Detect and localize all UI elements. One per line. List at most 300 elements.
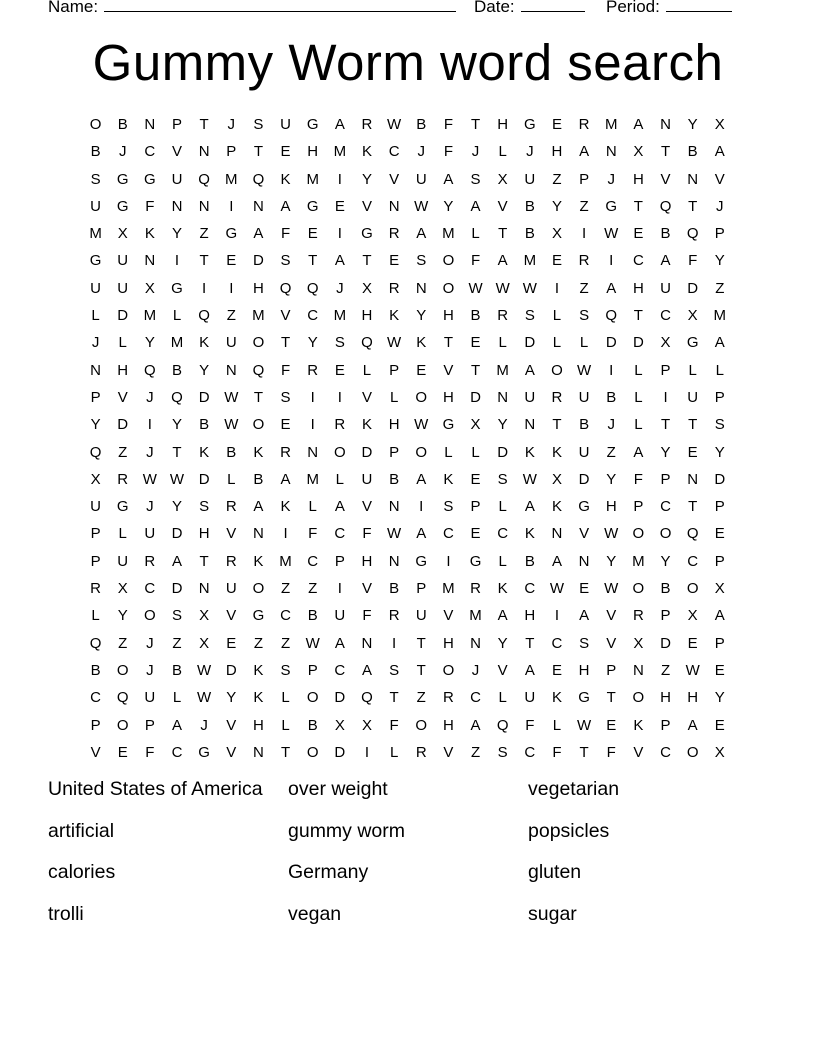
grid-letter[interactable]: U bbox=[280, 116, 291, 133]
grid-letter[interactable]: J bbox=[336, 279, 344, 297]
grid-letter[interactable]: N bbox=[551, 525, 563, 543]
grid-letter[interactable]: I bbox=[337, 170, 342, 188]
grid-letter[interactable]: W bbox=[197, 689, 212, 707]
grid-letter[interactable]: R bbox=[551, 388, 563, 406]
grid-letter[interactable]: O bbox=[116, 661, 129, 679]
grid-letter[interactable]: A bbox=[497, 607, 508, 625]
grid-letter[interactable]: E bbox=[687, 443, 698, 461]
grid-letter[interactable]: A bbox=[334, 634, 345, 652]
grid-letter[interactable]: H bbox=[442, 307, 454, 325]
grid-letter[interactable]: F bbox=[606, 743, 616, 761]
grid-letter[interactable]: A bbox=[443, 170, 454, 188]
grid-letter[interactable]: E bbox=[280, 143, 291, 161]
grid-letter[interactable]: E bbox=[226, 252, 237, 270]
grid-letter[interactable]: Y bbox=[144, 334, 155, 352]
grid-letter[interactable]: J bbox=[471, 143, 480, 161]
grid-letter[interactable]: B bbox=[90, 143, 101, 161]
grid-letter[interactable]: X bbox=[199, 634, 210, 652]
grid-letter[interactable]: I bbox=[337, 580, 342, 598]
grid-letter[interactable]: G bbox=[89, 252, 102, 270]
grid-letter[interactable]: E bbox=[687, 634, 698, 652]
grid-letter[interactable]: S bbox=[524, 307, 535, 325]
grid-letter[interactable]: N bbox=[307, 443, 319, 461]
grid-letter[interactable]: H bbox=[117, 361, 129, 379]
grid-letter[interactable]: G bbox=[578, 498, 590, 516]
grid-letter[interactable]: T bbox=[498, 225, 508, 243]
grid-letter[interactable]: V bbox=[171, 143, 182, 161]
grid-letter[interactable]: M bbox=[333, 143, 347, 161]
grid-letter[interactable]: V bbox=[361, 388, 372, 406]
grid-letter[interactable]: N bbox=[497, 388, 509, 406]
grid-letter[interactable]: L bbox=[498, 689, 507, 707]
grid-letter[interactable]: W bbox=[577, 361, 592, 379]
grid-letter[interactable]: F bbox=[308, 525, 318, 543]
grid-letter[interactable]: C bbox=[442, 525, 454, 543]
grid-letter[interactable]: O bbox=[442, 661, 455, 679]
grid-letter[interactable]: V bbox=[226, 525, 237, 543]
grid-letter[interactable]: N bbox=[388, 552, 400, 570]
grid-letter[interactable]: K bbox=[199, 334, 210, 352]
grid-letter[interactable]: B bbox=[524, 552, 535, 570]
grid-letter[interactable]: G bbox=[469, 552, 482, 570]
grid-letter[interactable]: E bbox=[579, 580, 590, 598]
grid-letter[interactable]: K bbox=[497, 580, 508, 598]
grid-letter[interactable]: P bbox=[660, 716, 671, 734]
grid-letter[interactable]: K bbox=[551, 689, 562, 707]
grid-letter[interactable]: Y bbox=[90, 416, 101, 434]
grid-letter[interactable]: B bbox=[117, 116, 128, 133]
grid-letter[interactable]: C bbox=[171, 743, 183, 761]
grid-letter[interactable]: B bbox=[199, 416, 210, 434]
grid-letter[interactable]: I bbox=[310, 388, 315, 406]
grid-letter[interactable]: Z bbox=[416, 689, 426, 707]
grid-letter[interactable]: C bbox=[307, 307, 319, 325]
grid-letter[interactable]: Y bbox=[171, 416, 182, 434]
grid-letter[interactable]: N bbox=[687, 470, 699, 488]
grid-letter[interactable]: G bbox=[144, 170, 156, 188]
grid-letter[interactable]: A bbox=[253, 498, 264, 516]
grid-letter[interactable]: T bbox=[688, 416, 698, 434]
grid-letter[interactable]: R bbox=[578, 116, 590, 133]
grid-letter[interactable]: X bbox=[90, 470, 101, 488]
grid-letter[interactable]: I bbox=[229, 279, 234, 297]
grid-letter[interactable]: T bbox=[470, 361, 481, 379]
grid-letter[interactable]: C bbox=[551, 634, 563, 652]
grid-letter[interactable]: A bbox=[334, 116, 345, 133]
grid-letter[interactable]: K bbox=[253, 661, 264, 679]
grid-letter[interactable]: L bbox=[634, 361, 643, 379]
grid-letter[interactable]: A bbox=[633, 116, 644, 133]
grid-letter[interactable]: B bbox=[660, 225, 671, 243]
grid-letter[interactable]: P bbox=[714, 552, 725, 570]
grid-letter[interactable]: T bbox=[280, 334, 291, 352]
grid-letter[interactable]: F bbox=[280, 225, 291, 243]
grid-letter[interactable]: N bbox=[388, 197, 400, 215]
grid-letter[interactable]: C bbox=[388, 143, 400, 161]
grid-letter[interactable]: N bbox=[660, 116, 671, 133]
grid-letter[interactable]: O bbox=[551, 361, 563, 379]
grid-letter[interactable]: H bbox=[442, 634, 454, 652]
grid-letter[interactable]: G bbox=[605, 197, 618, 215]
grid-letter[interactable]: L bbox=[308, 498, 317, 516]
grid-letter[interactable]: W bbox=[224, 388, 239, 406]
grid-letter[interactable]: A bbox=[416, 470, 427, 488]
grid-letter[interactable]: B bbox=[307, 607, 318, 625]
grid-letter[interactable]: D bbox=[225, 661, 237, 679]
grid-letter[interactable]: U bbox=[415, 607, 427, 625]
grid-letter[interactable]: X bbox=[497, 170, 508, 188]
grid-letter[interactable]: U bbox=[225, 334, 237, 352]
grid-letter[interactable]: P bbox=[714, 388, 725, 406]
grid-letter[interactable]: U bbox=[171, 170, 183, 188]
grid-letter[interactable]: H bbox=[524, 607, 536, 625]
grid-letter[interactable]: X bbox=[633, 634, 644, 652]
grid-letter[interactable]: X bbox=[334, 716, 345, 734]
grid-letter[interactable]: T bbox=[389, 689, 399, 707]
grid-letter[interactable]: V bbox=[579, 525, 590, 543]
grid-letter[interactable]: E bbox=[307, 225, 318, 243]
grid-letter[interactable]: U bbox=[660, 279, 671, 297]
grid-letter[interactable]: W bbox=[387, 334, 402, 352]
grid-letter[interactable]: U bbox=[415, 170, 427, 188]
grid-letter[interactable]: N bbox=[388, 498, 400, 516]
grid-letter[interactable]: I bbox=[582, 225, 587, 243]
grid-letter[interactable]: F bbox=[525, 716, 535, 734]
grid-letter[interactable]: R bbox=[470, 580, 481, 598]
grid-letter[interactable]: J bbox=[526, 143, 534, 161]
grid-letter[interactable]: X bbox=[361, 716, 372, 734]
grid-letter[interactable]: Q bbox=[198, 307, 210, 325]
grid-letter[interactable]: Y bbox=[660, 443, 671, 461]
grid-letter[interactable]: Y bbox=[687, 116, 698, 133]
grid-letter[interactable]: W bbox=[685, 661, 700, 679]
grid-letter[interactable]: E bbox=[606, 716, 617, 734]
grid-letter[interactable]: N bbox=[198, 580, 210, 598]
grid-letter[interactable]: N bbox=[605, 143, 617, 161]
grid-letter[interactable]: F bbox=[145, 743, 155, 761]
grid-letter[interactable]: R bbox=[225, 498, 237, 516]
grid-letter[interactable]: K bbox=[389, 307, 400, 325]
grid-letter[interactable]: V bbox=[361, 580, 372, 598]
grid-letter[interactable]: D bbox=[117, 416, 129, 434]
grid-letter[interactable]: A bbox=[524, 498, 535, 516]
grid-letter[interactable]: E bbox=[714, 716, 725, 734]
grid-letter[interactable]: L bbox=[172, 307, 182, 325]
grid-letter[interactable]: P bbox=[144, 716, 155, 734]
grid-letter[interactable]: V bbox=[280, 307, 291, 325]
grid-letter[interactable]: M bbox=[469, 607, 482, 625]
grid-letter[interactable]: Q bbox=[198, 170, 210, 188]
grid-letter[interactable]: L bbox=[552, 334, 562, 352]
grid-letter[interactable]: P bbox=[470, 498, 481, 516]
grid-letter[interactable]: X bbox=[714, 743, 725, 761]
grid-letter[interactable]: Q bbox=[279, 279, 292, 297]
grid-letter[interactable]: T bbox=[470, 116, 481, 133]
grid-letter[interactable]: P bbox=[389, 443, 400, 461]
grid-letter[interactable]: D bbox=[171, 580, 183, 598]
grid-letter[interactable]: C bbox=[334, 525, 346, 543]
grid-letter[interactable]: D bbox=[714, 470, 726, 488]
grid-letter[interactable]: Y bbox=[171, 225, 182, 243]
grid-letter[interactable]: T bbox=[199, 252, 209, 270]
grid-letter[interactable]: Z bbox=[280, 634, 291, 652]
grid-letter[interactable]: J bbox=[227, 116, 236, 133]
grid-letter[interactable]: I bbox=[310, 416, 315, 434]
grid-letter[interactable]: H bbox=[632, 279, 644, 297]
grid-letter[interactable]: K bbox=[524, 525, 535, 543]
grid-letter[interactable]: P bbox=[90, 716, 101, 734]
grid-letter[interactable]: A bbox=[660, 252, 671, 270]
grid-letter[interactable]: M bbox=[496, 361, 509, 379]
grid-letter[interactable]: T bbox=[253, 143, 263, 161]
grid-letter[interactable]: K bbox=[443, 470, 454, 488]
grid-letter[interactable]: Y bbox=[117, 607, 128, 625]
grid-letter[interactable]: A bbox=[687, 716, 698, 734]
grid-letter[interactable]: I bbox=[229, 197, 234, 215]
grid-letter[interactable]: G bbox=[361, 225, 373, 243]
grid-letter[interactable]: Y bbox=[416, 307, 427, 325]
grid-letter[interactable]: V bbox=[443, 607, 454, 625]
grid-letter[interactable]: O bbox=[144, 607, 156, 625]
grid-letter[interactable]: E bbox=[334, 197, 345, 215]
grid-letter[interactable]: D bbox=[660, 634, 671, 652]
grid-letter[interactable]: F bbox=[362, 525, 372, 543]
grid-letter[interactable]: X bbox=[117, 225, 128, 243]
grid-letter[interactable]: N bbox=[171, 197, 183, 215]
grid-letter[interactable]: I bbox=[364, 743, 370, 761]
grid-letter[interactable]: L bbox=[634, 388, 643, 406]
grid-letter[interactable]: S bbox=[199, 498, 210, 516]
grid-letter[interactable]: J bbox=[91, 334, 100, 352]
grid-letter[interactable]: Q bbox=[252, 361, 265, 379]
grid-letter[interactable]: H bbox=[551, 143, 563, 161]
grid-letter[interactable]: O bbox=[659, 525, 672, 543]
grid-letter[interactable]: H bbox=[252, 279, 264, 297]
grid-letter[interactable]: H bbox=[361, 552, 373, 570]
grid-letter[interactable]: H bbox=[252, 716, 264, 734]
grid-letter[interactable]: J bbox=[146, 443, 154, 461]
grid-letter[interactable]: C bbox=[90, 689, 101, 707]
grid-letter[interactable]: Q bbox=[89, 443, 102, 461]
grid-letter[interactable]: X bbox=[660, 334, 671, 352]
grid-letter[interactable]: E bbox=[470, 470, 481, 488]
grid-letter[interactable]: U bbox=[578, 443, 590, 461]
grid-letter[interactable]: V bbox=[497, 661, 508, 679]
grid-letter[interactable]: U bbox=[144, 525, 156, 543]
grid-letter[interactable]: F bbox=[633, 470, 643, 488]
grid-letter[interactable]: S bbox=[579, 634, 590, 652]
grid-letter[interactable]: D bbox=[252, 252, 264, 270]
grid-letter[interactable]: X bbox=[361, 279, 372, 297]
grid-letter[interactable]: Q bbox=[144, 361, 156, 379]
grid-letter[interactable]: R bbox=[117, 470, 129, 488]
grid-letter[interactable]: K bbox=[361, 416, 372, 434]
grid-letter[interactable]: Z bbox=[199, 225, 209, 243]
grid-letter[interactable]: A bbox=[334, 252, 345, 270]
grid-letter[interactable]: G bbox=[306, 197, 319, 215]
grid-letter[interactable]: E bbox=[714, 661, 725, 679]
grid-letter[interactable]: Q bbox=[116, 689, 129, 707]
grid-letter[interactable]: U bbox=[144, 689, 156, 707]
grid-letter[interactable]: R bbox=[225, 552, 237, 570]
grid-letter[interactable]: N bbox=[198, 197, 210, 215]
grid-letter[interactable]: P bbox=[579, 170, 590, 188]
grid-letter[interactable]: L bbox=[471, 225, 480, 243]
grid-letter[interactable]: Y bbox=[226, 689, 237, 707]
grid-letter[interactable]: Z bbox=[226, 307, 236, 325]
grid-letter[interactable]: G bbox=[442, 416, 455, 434]
grid-letter[interactable]: L bbox=[498, 498, 507, 516]
grid-letter[interactable]: R bbox=[307, 361, 319, 379]
grid-letter[interactable]: U bbox=[225, 580, 237, 598]
grid-letter[interactable]: L bbox=[389, 388, 399, 406]
grid-letter[interactable]: O bbox=[89, 116, 102, 133]
grid-letter[interactable]: C bbox=[660, 307, 671, 325]
grid-letter[interactable]: N bbox=[632, 661, 644, 679]
grid-letter[interactable]: Q bbox=[171, 388, 183, 406]
grid-letter[interactable]: W bbox=[305, 634, 320, 652]
grid-letter[interactable]: I bbox=[174, 252, 180, 270]
grid-letter[interactable]: U bbox=[117, 252, 129, 270]
grid-letter[interactable]: N bbox=[144, 252, 156, 270]
grid-letter[interactable]: I bbox=[663, 388, 668, 406]
grid-letter[interactable]: M bbox=[713, 307, 727, 325]
grid-letter[interactable]: M bbox=[306, 470, 319, 488]
grid-letter[interactable]: C bbox=[334, 661, 346, 679]
grid-letter[interactable]: P bbox=[714, 634, 725, 652]
grid-letter[interactable]: U bbox=[687, 388, 699, 406]
grid-letter[interactable]: Y bbox=[660, 552, 671, 570]
grid-letter[interactable]: B bbox=[524, 197, 535, 215]
grid-letter[interactable]: C bbox=[524, 580, 536, 598]
grid-letter[interactable]: X bbox=[714, 116, 725, 133]
grid-letter[interactable]: Z bbox=[552, 170, 562, 188]
grid-letter[interactable]: E bbox=[633, 225, 644, 243]
grid-letter[interactable]: Z bbox=[308, 580, 318, 598]
grid-letter[interactable]: S bbox=[280, 661, 291, 679]
grid-letter[interactable]: V bbox=[714, 170, 725, 188]
grid-letter[interactable]: O bbox=[442, 279, 455, 297]
grid-letter[interactable]: H bbox=[660, 689, 671, 707]
grid-letter[interactable]: T bbox=[199, 116, 209, 133]
grid-letter[interactable]: O bbox=[415, 388, 428, 406]
grid-letter[interactable]: D bbox=[171, 525, 183, 543]
grid-letter[interactable]: D bbox=[117, 307, 129, 325]
grid-letter[interactable]: C bbox=[470, 689, 481, 707]
grid-letter[interactable]: P bbox=[714, 498, 725, 516]
grid-letter[interactable]: A bbox=[416, 525, 427, 543]
grid-letter[interactable]: D bbox=[524, 334, 536, 352]
grid-letter[interactable]: Y bbox=[361, 170, 372, 188]
grid-letter[interactable]: P bbox=[334, 552, 345, 570]
grid-letter[interactable]: T bbox=[362, 252, 372, 270]
grid-letter[interactable]: I bbox=[147, 416, 152, 434]
grid-letter[interactable]: H bbox=[578, 661, 590, 679]
grid-letter[interactable]: P bbox=[714, 225, 725, 243]
grid-letter[interactable]: I bbox=[554, 607, 560, 625]
grid-letter[interactable]: T bbox=[416, 661, 426, 679]
grid-letter[interactable]: O bbox=[415, 443, 428, 461]
grid-letter[interactable]: M bbox=[225, 170, 238, 188]
grid-letter[interactable]: T bbox=[606, 689, 616, 707]
grid-letter[interactable]: Z bbox=[579, 197, 589, 215]
grid-letter[interactable]: H bbox=[307, 143, 319, 161]
grid-letter[interactable]: Z bbox=[253, 634, 263, 652]
grid-letter[interactable]: U bbox=[334, 607, 346, 625]
grid-letter[interactable]: O bbox=[252, 580, 265, 598]
grid-letter[interactable]: R bbox=[578, 252, 590, 270]
grid-letter[interactable]: P bbox=[606, 661, 617, 679]
grid-letter[interactable]: W bbox=[197, 661, 212, 679]
grid-letter[interactable]: P bbox=[389, 361, 400, 379]
grid-letter[interactable]: H bbox=[361, 307, 373, 325]
grid-letter[interactable]: A bbox=[280, 470, 291, 488]
grid-letter[interactable]: V bbox=[660, 170, 671, 188]
grid-letter[interactable]: R bbox=[144, 552, 156, 570]
grid-letter[interactable]: Y bbox=[199, 361, 210, 379]
grid-letter[interactable]: M bbox=[632, 552, 645, 570]
grid-letter[interactable]: A bbox=[524, 661, 535, 679]
grid-letter[interactable]: N bbox=[144, 116, 156, 133]
grid-letter[interactable]: T bbox=[552, 416, 562, 434]
grid-letter[interactable]: V bbox=[90, 743, 101, 761]
grid-letter[interactable]: B bbox=[579, 416, 590, 434]
grid-letter[interactable]: J bbox=[200, 716, 208, 734]
grid-letter[interactable]: J bbox=[146, 498, 154, 516]
grid-letter[interactable]: B bbox=[253, 470, 264, 488]
grid-letter[interactable]: B bbox=[171, 661, 182, 679]
grid-letter[interactable]: T bbox=[525, 634, 535, 652]
grid-letter[interactable]: F bbox=[470, 252, 481, 270]
grid-letter[interactable]: L bbox=[444, 443, 453, 461]
grid-letter[interactable]: U bbox=[90, 279, 101, 297]
grid-letter[interactable]: Z bbox=[606, 443, 616, 461]
grid-letter[interactable]: S bbox=[443, 498, 454, 516]
grid-letter[interactable]: W bbox=[414, 416, 429, 434]
grid-letter[interactable]: N bbox=[361, 634, 373, 652]
grid-letter[interactable]: M bbox=[604, 116, 618, 133]
grid-letter[interactable]: D bbox=[687, 279, 699, 297]
grid-letter[interactable]: F bbox=[362, 607, 372, 625]
grid-letter[interactable]: Y bbox=[714, 443, 725, 461]
grid-letter[interactable]: D bbox=[470, 388, 481, 406]
grid-letter[interactable]: L bbox=[389, 743, 399, 761]
grid-letter[interactable]: E bbox=[389, 252, 400, 270]
grid-letter[interactable]: O bbox=[632, 580, 645, 598]
grid-letter[interactable]: A bbox=[171, 552, 182, 570]
grid-letter[interactable]: I bbox=[337, 388, 342, 406]
grid-letter[interactable]: T bbox=[253, 388, 263, 406]
grid-letter[interactable]: F bbox=[389, 716, 399, 734]
grid-letter[interactable]: W bbox=[387, 116, 402, 133]
grid-letter[interactable]: V bbox=[633, 743, 644, 761]
grid-letter[interactable]: H bbox=[687, 689, 699, 707]
grid-letter[interactable]: U bbox=[117, 552, 129, 570]
grid-letter[interactable]: G bbox=[686, 334, 699, 352]
grid-letter[interactable]: Z bbox=[172, 634, 182, 652]
grid-letter[interactable]: Y bbox=[551, 197, 562, 215]
grid-letter[interactable]: W bbox=[604, 580, 619, 598]
grid-letter[interactable]: U bbox=[524, 689, 536, 707]
grid-letter[interactable]: X bbox=[687, 607, 698, 625]
grid-letter[interactable]: F bbox=[145, 197, 155, 215]
grid-letter[interactable]: K bbox=[253, 443, 264, 461]
grid-letter[interactable]: G bbox=[578, 689, 590, 707]
grid-letter[interactable]: F bbox=[443, 116, 453, 133]
grid-letter[interactable]: X bbox=[633, 143, 644, 161]
grid-letter[interactable]: O bbox=[442, 252, 455, 270]
grid-letter[interactable]: L bbox=[281, 689, 290, 707]
